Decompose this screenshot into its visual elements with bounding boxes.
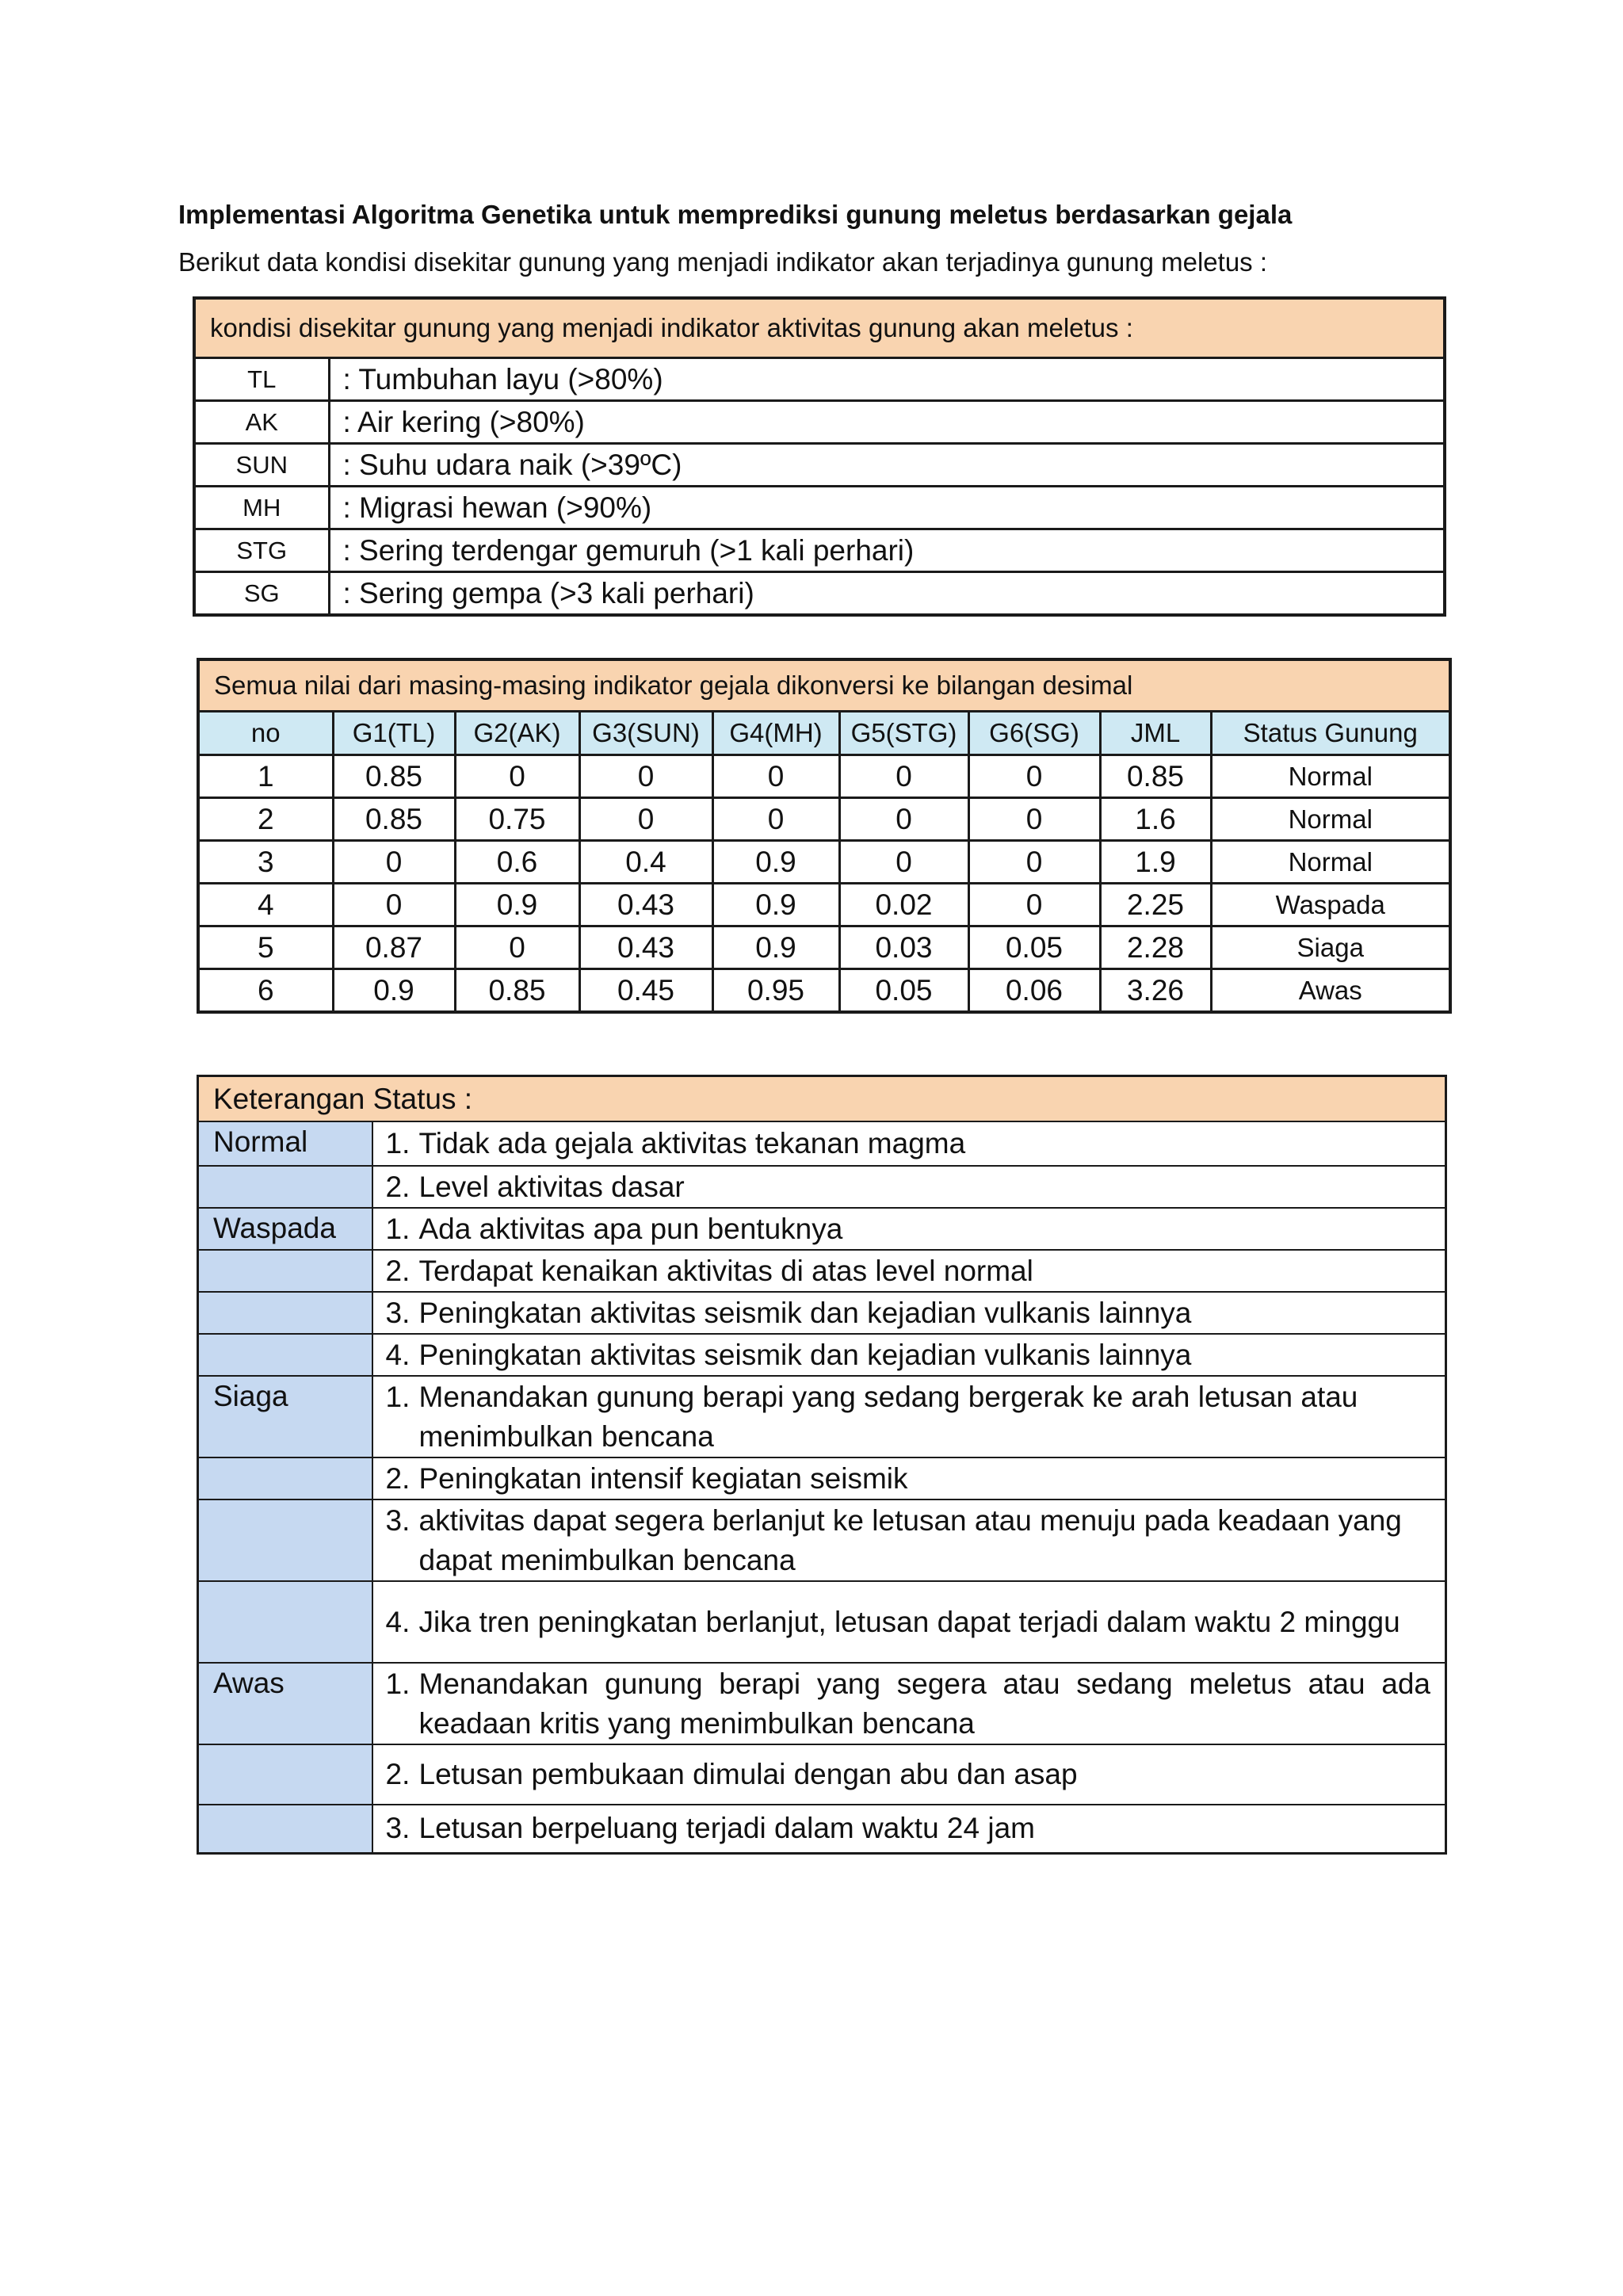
status-cell: Normal (1211, 798, 1450, 841)
table-cell: 0 (968, 841, 1100, 884)
item-number: 2. (385, 1170, 411, 1203)
status-info-table (197, 1075, 1447, 1855)
table-cell: 0 (579, 755, 712, 798)
table-cell: 0.43 (579, 884, 712, 926)
status-info-row (198, 1581, 1446, 1663)
table-cell: 1 (198, 755, 333, 798)
table-cell: 2 (198, 798, 333, 841)
indicator-row (194, 401, 1445, 444)
column-header: G6(SG) (968, 712, 1100, 755)
table-cell: 0.03 (839, 926, 968, 969)
indicator-table (193, 296, 1446, 617)
table-cell: 0.75 (455, 798, 579, 841)
values-table-column-headers (198, 712, 1450, 755)
indicator-row (194, 529, 1445, 572)
status-info-row (198, 1805, 1446, 1853)
table-cell: 0 (839, 841, 968, 884)
status-info-row (198, 1166, 1446, 1208)
table-cell: 0 (839, 798, 968, 841)
column-header: G2(AK) (455, 712, 579, 755)
values-table (197, 658, 1452, 1014)
indicator-row (194, 358, 1445, 401)
status-label (198, 1292, 372, 1334)
item-text: Ada aktivitas apa pun bentuknya (418, 1212, 843, 1245)
table-cell: 0 (455, 755, 579, 798)
status-label (198, 1457, 372, 1499)
table-cell: 0 (333, 841, 455, 884)
table-cell: 0.6 (455, 841, 579, 884)
table-cell: 0.9 (712, 841, 839, 884)
table-cell: 2.28 (1100, 926, 1211, 969)
status-info-row (198, 1499, 1446, 1581)
indicator-row (194, 572, 1445, 616)
item-number: 4. (385, 1605, 411, 1638)
indicator-table-header: kondisi disekitar gunung yang menjadi indikator aktivitas gunung akan meletus : (194, 298, 1445, 358)
table-cell: 0.45 (579, 969, 712, 1013)
status-label: Normal (198, 1121, 372, 1166)
item-number: 3. (385, 1812, 411, 1845)
indicator-desc: : Sering gempa (>3 kali perhari) (329, 572, 1445, 616)
item-text: Menandakan gunung berapi yang sedang bergerak ke arah letusan atau menimbulkan bencana (418, 1380, 1358, 1453)
item-text: Level aktivitas dasar (418, 1170, 685, 1203)
status-info-header: Keterangan Status : (198, 1076, 1446, 1122)
status-info-row (198, 1376, 1446, 1457)
table-cell: 0.85 (333, 755, 455, 798)
item-text: Menandakan gunung berapi yang segera atau sedang meletus atau ada keadaan kritis yang menimbulkan bencana (418, 1667, 1430, 1740)
table-cell: 1.9 (1100, 841, 1211, 884)
status-info-row (198, 1292, 1446, 1334)
table-cell: 0.9 (333, 969, 455, 1013)
table-cell: 1.6 (1100, 798, 1211, 841)
table-cell: 0.9 (712, 884, 839, 926)
table-row (198, 969, 1450, 1013)
status-label: Waspada (198, 1208, 372, 1250)
item-number: 2. (385, 1461, 411, 1495)
table-cell: 5 (198, 926, 333, 969)
table-cell: 6 (198, 969, 333, 1013)
indicator-desc: : Tumbuhan layu (>80%) (329, 358, 1445, 401)
column-header: G1(TL) (333, 712, 455, 755)
status-info-row (198, 1663, 1446, 1744)
status-label: Siaga (198, 1376, 372, 1457)
indicator-desc: : Air kering (>80%) (329, 401, 1445, 444)
table-row (198, 798, 1450, 841)
table-cell: 0.05 (968, 926, 1100, 969)
status-label: Awas (198, 1663, 372, 1744)
item-text: Tidak ada gejala aktivitas tekanan magma (418, 1127, 966, 1159)
table-cell: 0.4 (579, 841, 712, 884)
status-cell: Waspada (1211, 884, 1450, 926)
table-cell: 0 (455, 926, 579, 969)
status-info-row (198, 1334, 1446, 1376)
status-info-row (198, 1208, 1446, 1250)
indicator-code: AK (194, 401, 329, 444)
item-number: 1. (385, 1212, 411, 1245)
item-text: aktivitas dapat segera berlanjut ke letusan atau menuju pada keadaan yang dapat menimbulkan bencana (418, 1503, 1402, 1576)
item-number: 3. (385, 1296, 411, 1329)
indicator-desc: : Migrasi hewan (>90%) (329, 487, 1445, 529)
table-row (198, 841, 1450, 884)
table-cell: 0 (712, 755, 839, 798)
indicator-row (194, 444, 1445, 487)
indicator-code: TL (194, 358, 329, 401)
table-row (198, 884, 1450, 926)
table-cell: 0.95 (712, 969, 839, 1013)
indicator-desc: : Suhu udara naik (>39ºC) (329, 444, 1445, 487)
item-number: 1. (385, 1380, 411, 1413)
table-cell: 0 (712, 798, 839, 841)
table-cell: 0 (579, 798, 712, 841)
values-table-header: Semua nilai dari masing-masing indikator gejala dikonversi ke bilangan desimal (198, 659, 1450, 712)
item-number: 1. (385, 1667, 411, 1700)
status-info-row (198, 1121, 1446, 1166)
status-info-row (198, 1250, 1446, 1292)
status-label (198, 1166, 372, 1208)
status-info-row (198, 1457, 1446, 1499)
table-cell: 0.9 (712, 926, 839, 969)
item-text: Peningkatan aktivitas seismik dan kejadian vulkanis lainnya (418, 1338, 1192, 1371)
column-header: G3(SUN) (579, 712, 712, 755)
column-header: no (198, 712, 333, 755)
table-cell: 2.25 (1100, 884, 1211, 926)
indicator-desc: : Sering terdengar gemuruh (>1 kali perhari) (329, 529, 1445, 572)
item-number: 2. (385, 1758, 411, 1790)
table-cell: 0.02 (839, 884, 968, 926)
item-text: Jika tren peningkatan berlanjut, letusan dapat terjadi dalam waktu 2 minggu (418, 1605, 1400, 1638)
table-cell: 4 (198, 884, 333, 926)
column-header: G5(STG) (839, 712, 968, 755)
column-header: G4(MH) (712, 712, 839, 755)
table-cell: 0 (968, 798, 1100, 841)
table-cell: 0 (333, 884, 455, 926)
column-header: Status Gunung (1211, 712, 1450, 755)
indicator-code: MH (194, 487, 329, 529)
table-row (198, 755, 1450, 798)
item-number: 1. (385, 1127, 411, 1159)
table-cell: 0.06 (968, 969, 1100, 1013)
table-cell: 0 (968, 755, 1100, 798)
table-cell: 0.85 (455, 969, 579, 1013)
document-title: Implementasi Algoritma Genetika untuk memprediksi gunung meletus berdasarkan gejala (178, 200, 1293, 229)
table-cell: 0 (968, 884, 1100, 926)
status-label (198, 1499, 372, 1581)
table-row (198, 926, 1450, 969)
item-number: 2. (385, 1254, 411, 1287)
table-cell: 0.43 (579, 926, 712, 969)
indicator-code: SUN (194, 444, 329, 487)
item-text: Letusan pembukaan dimulai dengan abu dan asap (418, 1758, 1078, 1790)
status-cell: Awas (1211, 969, 1450, 1013)
document-subtitle: Berikut data kondisi disekitar gunung yang menjadi indikator akan terjadinya gunung meletus : (178, 247, 1268, 277)
status-cell: Normal (1211, 755, 1450, 798)
item-text: Letusan berpeluang terjadi dalam waktu 24 jam (418, 1812, 1035, 1845)
column-header: JML (1100, 712, 1211, 755)
table-cell: 0.9 (455, 884, 579, 926)
status-label (198, 1805, 372, 1853)
indicator-code: STG (194, 529, 329, 572)
table-cell: 3.26 (1100, 969, 1211, 1013)
table-cell: 0.85 (1100, 755, 1211, 798)
table-cell: 0.05 (839, 969, 968, 1013)
status-label (198, 1744, 372, 1805)
table-cell: 0.85 (333, 798, 455, 841)
table-cell: 0 (839, 755, 968, 798)
item-number: 4. (385, 1338, 411, 1371)
item-number: 3. (385, 1503, 411, 1537)
status-cell: Normal (1211, 841, 1450, 884)
status-label (198, 1334, 372, 1376)
status-info-row (198, 1744, 1446, 1805)
item-text: Peningkatan intensif kegiatan seismik (418, 1461, 908, 1495)
indicator-code: SG (194, 572, 329, 616)
table-cell: 0.87 (333, 926, 455, 969)
status-cell: Siaga (1211, 926, 1450, 969)
status-label (198, 1250, 372, 1292)
indicator-row (194, 487, 1445, 529)
status-label (198, 1581, 372, 1663)
table-cell: 3 (198, 841, 333, 884)
item-text: Peningkatan aktivitas seismik dan kejadian vulkanis lainnya (418, 1296, 1192, 1329)
item-text: Terdapat kenaikan aktivitas di atas level normal (418, 1254, 1033, 1287)
